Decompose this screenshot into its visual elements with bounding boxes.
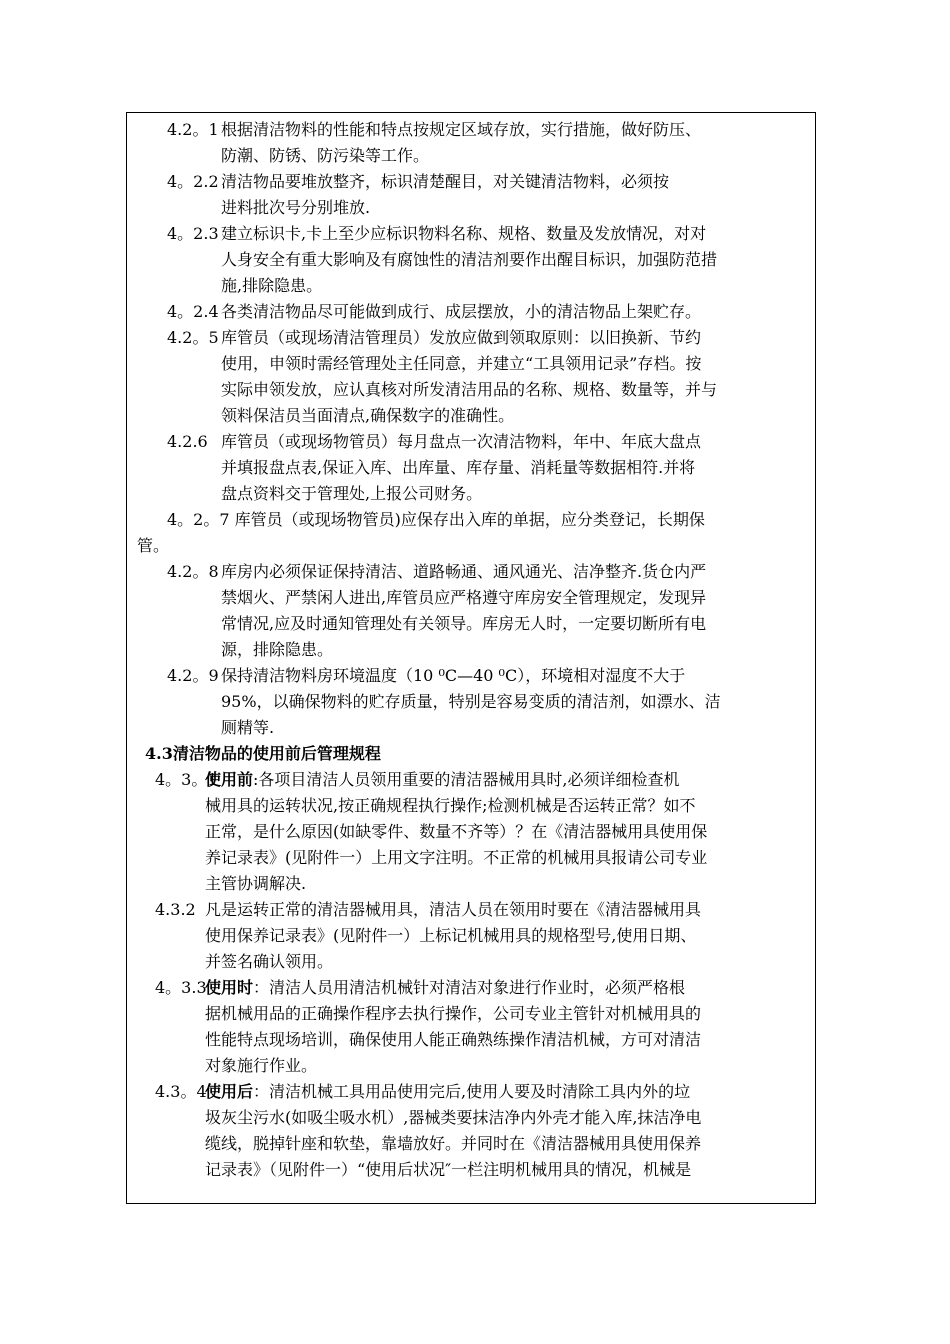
- document-body: [137, 117, 809, 1183]
- clause-line: 管。: [137, 536, 170, 555]
- clause-line: 性能特点现场培训，确保使用人能正确熟练操作清洁机械，方可对清洁: [205, 1030, 702, 1049]
- clause-line: 防潮、防锈、防污染等工作。: [221, 146, 430, 165]
- clause-line: 使用，申领时需经管理处主任同意，并建立“工具领用记录”存档。按: [221, 354, 702, 373]
- clause-number: 4.2。1: [167, 120, 219, 139]
- clause-line-first: [205, 1079, 809, 1105]
- clause-line: 厕精等.: [221, 718, 275, 737]
- clause-4-3-1: [137, 767, 809, 897]
- clause-4-2-3: [137, 221, 809, 299]
- clause-4-3-2: [137, 897, 809, 975]
- clause-line: 源，排除隐患。: [221, 640, 334, 659]
- clause-number: 4。2.3: [167, 224, 219, 243]
- clause-line: 并签名确认领用。: [205, 952, 334, 971]
- clause-line-first: [205, 975, 809, 1001]
- clause-4-2-8: [137, 559, 809, 663]
- clause-4-2-6: [137, 429, 809, 507]
- clause-line: 养记录表》(见附件一）上用文字注明。不正常的机械用具报请公司专业: [205, 848, 708, 867]
- clause-number: 4。3.3: [155, 978, 207, 997]
- clause-line: 凡是运转正常的清洁器械用具，清洁人员在领用时要在《清洁器械用具: [205, 900, 702, 919]
- clause-4-2-2: [137, 169, 809, 221]
- clause-number: 4.2。8: [167, 562, 219, 581]
- clause-line: 记录表》（见附件一）“使用后状况″一栏注明机械用具的情况，机械是: [205, 1160, 692, 1179]
- clause-line: 盘点资料交于管理处,上报公司财务。: [221, 484, 483, 503]
- clause-line: 根据清洁物料的性能和特点按规定区域存放，实行措施，做好防压、: [221, 120, 702, 139]
- clause-4-3-3: [137, 975, 809, 1079]
- clause-line: 库管员（或现场清洁管理员）发放应做到领取原则：以旧换新、节约: [221, 328, 702, 347]
- clause-number: 4.2。9: [167, 666, 219, 685]
- clause-line: 库房内必须保证保持清洁、道路畅通、通风通光、洁净整齐.货仓内严: [221, 562, 707, 581]
- clause-4-2-5: [137, 325, 809, 429]
- clause-line: 使用保养记录表》(见附件一）上标记机械用具的规格型号,使用日期、: [205, 926, 697, 945]
- section-heading-4-3: [137, 741, 809, 767]
- clause-line: 禁烟火、严禁闲人进出,库管员应严格遵守库房安全管理规定，发现异: [221, 588, 707, 607]
- clause-line: 各类清洁物品尽可能做到成行、成层摆放，小的清洁物品上架贮存。: [221, 302, 702, 321]
- clause-line: 人身安全有重大影响及有腐蚀性的清洁剂要作出醒目标识，加强防范措: [221, 250, 718, 269]
- clause-line: 圾灰尘污水(如吸尘吸水机）,器械类要抹洁净内外壳才能入库,抹洁净电: [205, 1108, 702, 1127]
- clause-label: 使用前: [205, 770, 254, 789]
- clause-number: 4.3。4: [155, 1082, 207, 1101]
- clause-line: 95%，以确保物料的贮存质量，特别是容易变质的清洁剂，如漂水、洁: [221, 692, 721, 711]
- clause-4-2-7: [137, 507, 809, 559]
- clause-number: 4。3。1: [155, 770, 218, 789]
- clause-4-2-9: [137, 663, 809, 741]
- clause-line: 清洁物品要堆放整齐，标识清楚醒目，对关键清洁物料，必须按: [221, 172, 670, 191]
- clause-number: 4。2.4: [167, 302, 219, 321]
- clause-line: 并填报盘点表,保证入库、出库量、库存量、消耗量等数据相符.并将: [221, 458, 696, 477]
- clause-4-2-1: [137, 117, 809, 169]
- clause-number: 4.2.6: [167, 432, 208, 451]
- clause-line: 库管员（或现场物管员）每月盘点一次清洁物料，年中、年底大盘点: [221, 432, 702, 451]
- clause-4-3-4: [137, 1079, 809, 1183]
- clause-line: 领料保洁员当面清点,确保数字的准确性。: [221, 406, 515, 425]
- clause-line: 常情况,应及时通知管理处有关领导。库房无人时，一定要切断所有电: [221, 614, 707, 633]
- clause-line: 保持清洁物料房环境温度（10 ⁰C—40 ⁰C），环境相对湿度不大于: [221, 666, 686, 685]
- clause-text: ：清洁机械工具用品使用完后,使用人要及时清除工具内外的垃: [253, 1082, 691, 1101]
- clause-line: 建立标识卡,卡上至少应标识物料名称、规格、数量及发放情况，对对: [221, 224, 707, 243]
- clause-label: 使用后: [205, 1082, 254, 1101]
- clause-number: 4。2.2: [167, 172, 219, 191]
- clause-line: 进料批次号分别堆放.: [221, 198, 371, 217]
- clause-4-2-4: [137, 299, 809, 325]
- section-title: 4.3清洁物品的使用前后管理规程: [145, 744, 381, 763]
- clause-line: 正常，是什么原因(如缺零件、数量不齐等）？在《清洁器械用具使用保: [205, 822, 708, 841]
- clause-text: :各项目清洁人员领用重要的清洁器械用具时,必须详细检查机: [253, 770, 680, 789]
- clause-label: 使用时: [205, 978, 254, 997]
- clause-line-first: [205, 767, 809, 793]
- clause-number: 4.2。5: [167, 328, 219, 347]
- clause-text: 库管员（或现场物管员)应保存出入库的单据，应分类登记，长期保: [234, 510, 705, 529]
- clause-line: 据机械用品的正确操作程序去执行操作，公司专业主管针对机械用具的: [205, 1004, 702, 1023]
- clause-number: 4。2。7: [167, 510, 230, 529]
- clause-line: 施,排除隐患。: [221, 276, 323, 295]
- clause-text: ：清洁人员用清洁机械针对清洁对象进行作业时，必须严格根: [253, 978, 686, 997]
- document-table-cell: [126, 112, 816, 1204]
- clause-line: 对象施行作业。: [205, 1056, 318, 1075]
- clause-line: 缆线，脱掉针座和软垫，靠墙放好。并同时在《清洁器械用具使用保养: [205, 1134, 702, 1153]
- clause-number: 4.3.2: [155, 900, 196, 919]
- clause-line: 械用具的运转状况,按正确规程执行操作;检测机械是否运转正常？如不: [205, 796, 696, 815]
- clause-line-first: [137, 507, 809, 533]
- clause-line: 主管协调解决.: [205, 874, 307, 893]
- clause-line: 实际申领发放，应认真核对所发清洁用品的名称、规格、数量等，并与: [221, 380, 718, 399]
